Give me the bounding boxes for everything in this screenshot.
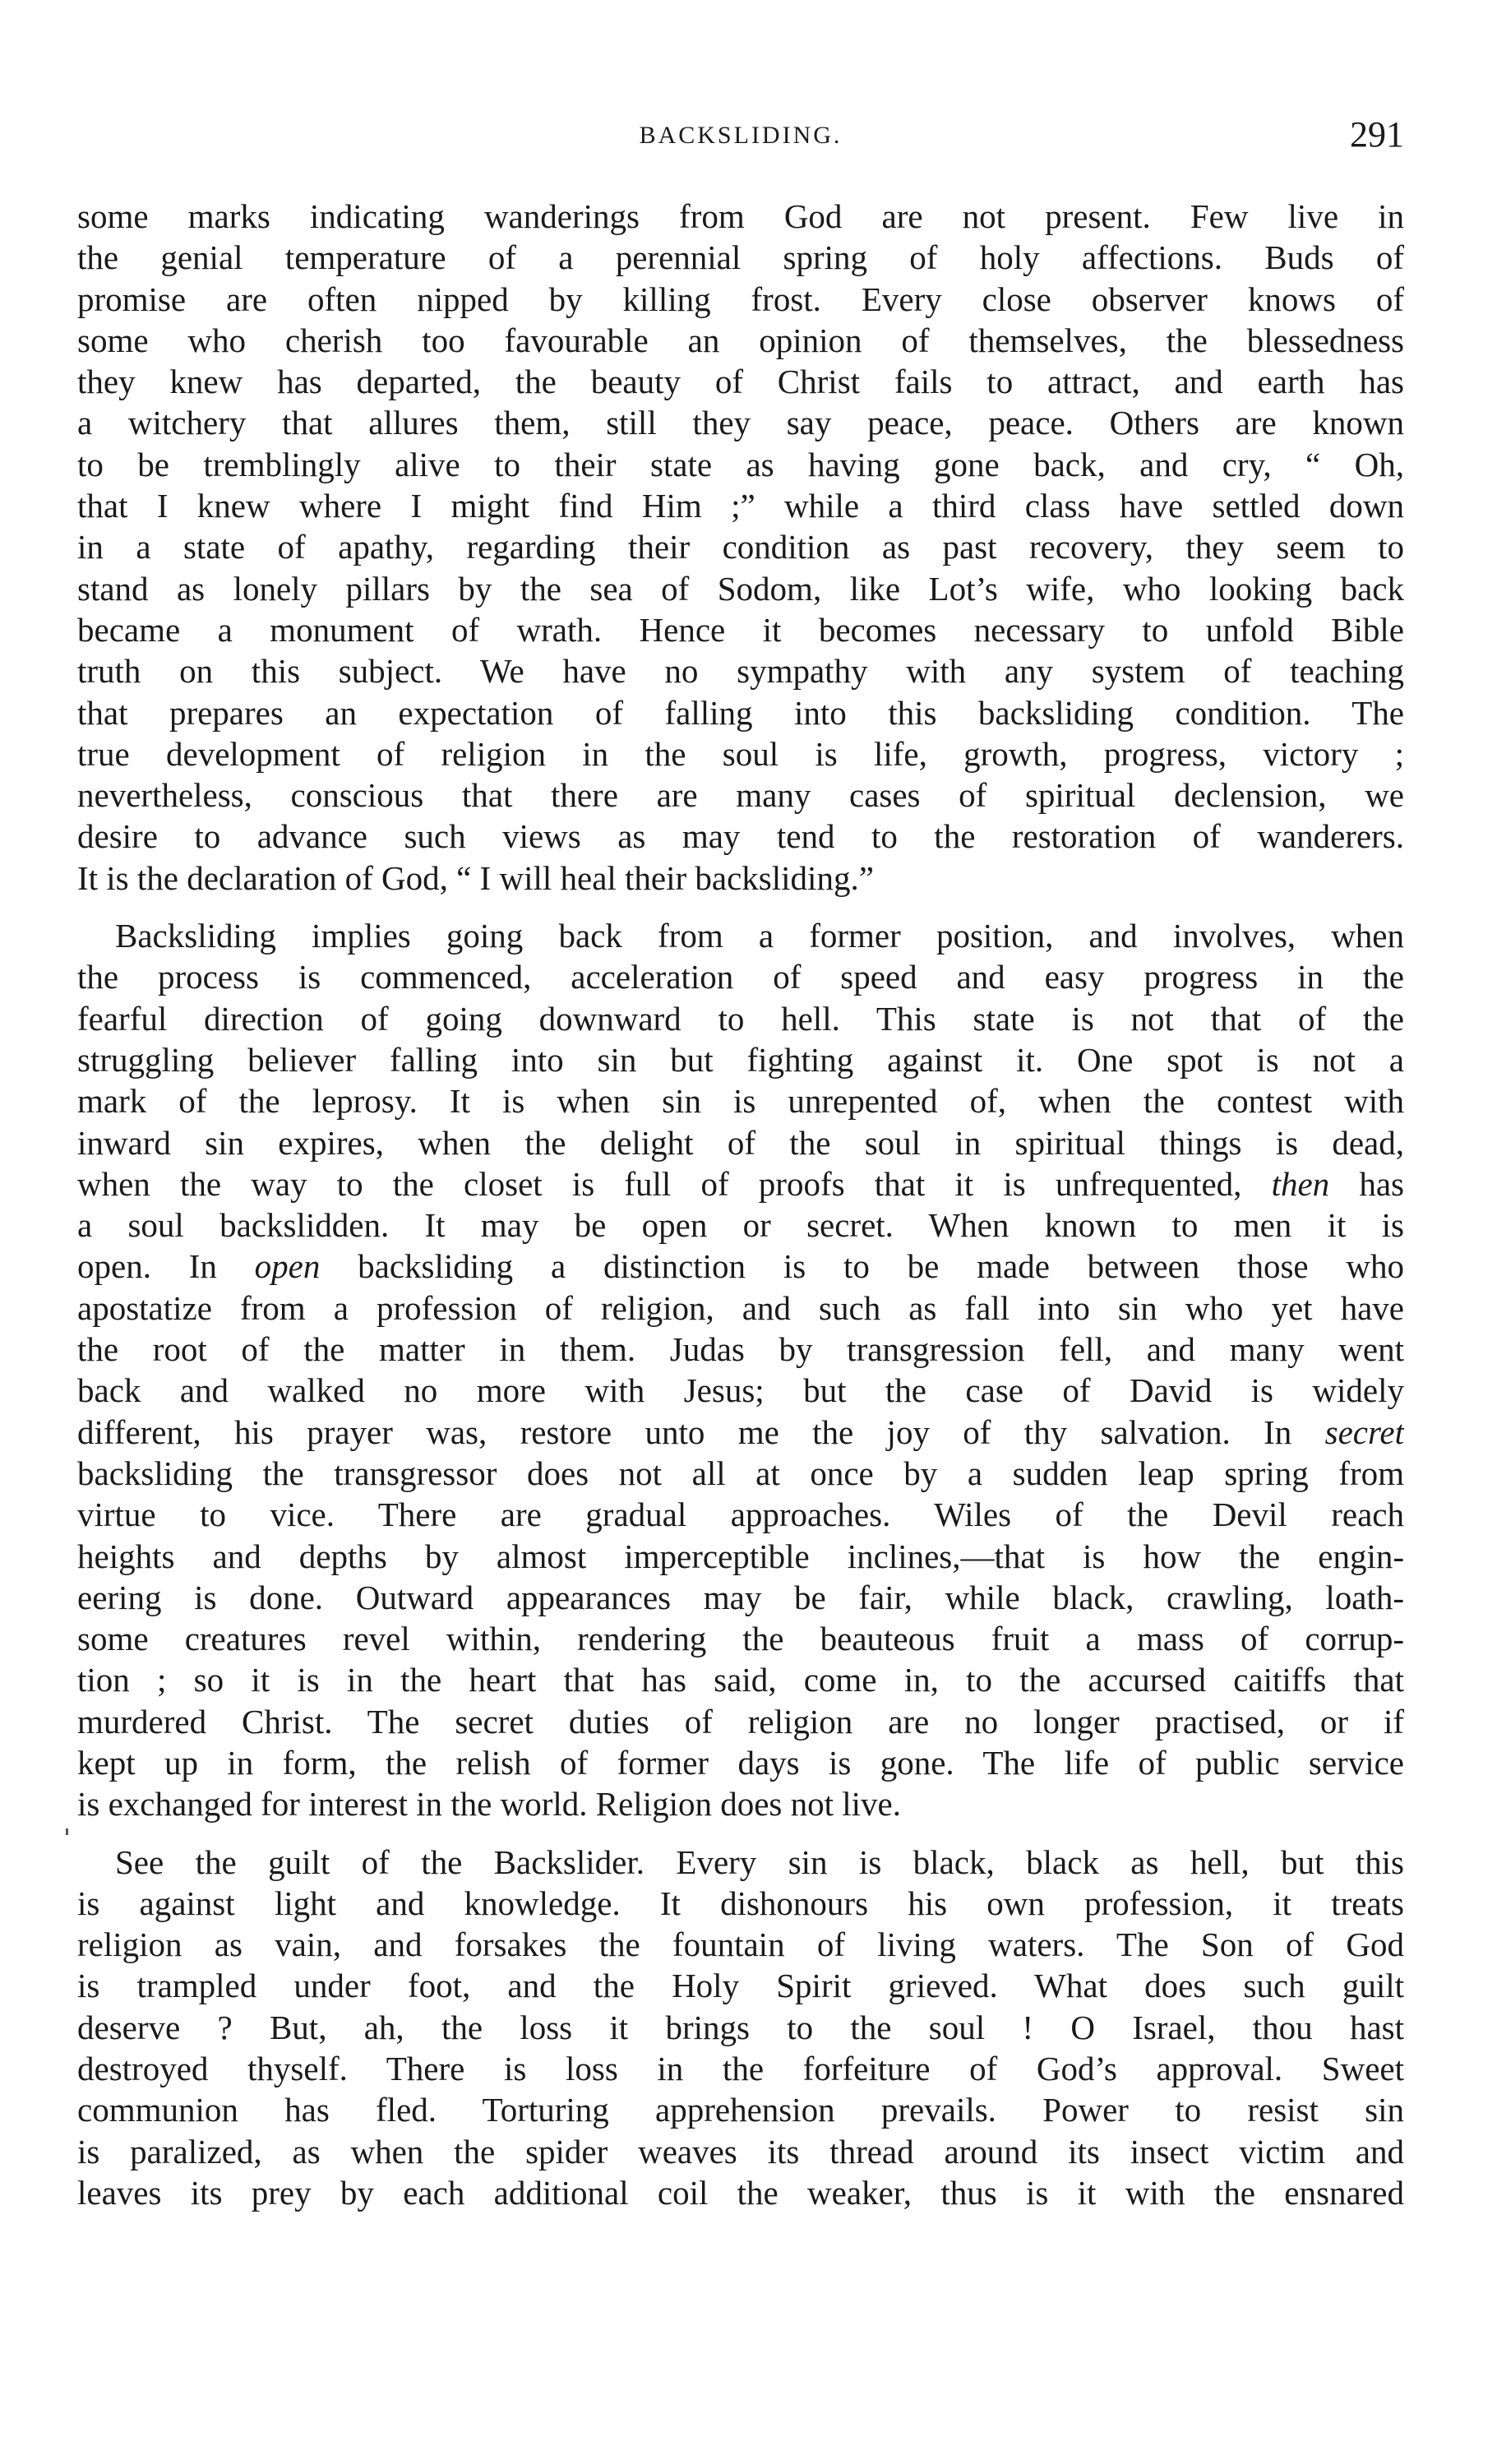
text-line: back and walked no more with Jesus; but the case of David is widely [77,1371,1404,1410]
text-line: that prepares an expectation of falling into this backsliding condition. The [77,693,1404,732]
body-text [77,196,1404,2230]
italic-emphasis: open [254,1247,321,1286]
text-line: that I knew where I might find Him ;” while a third class have settled down [77,487,1404,525]
text-line: they knew has departed, the beauty of Christ fails to attract, and earth has [77,363,1404,401]
text-line: leaves its prey by each additional coil the weaker, thus is it with the ensnared [77,2173,1404,2212]
text-line: fearful direction of going downward to hell. This state is not that of the [77,999,1404,1038]
text-line: became a monument of wrath. Hence it becomes necessary to unfold Bible [77,610,1404,649]
text-line: apostatize from a profession of religion, and such as fall into sin who yet have [77,1288,1404,1327]
text-line: a witchery that allures them, still they say peace, peace. Others are known [77,404,1404,442]
italic-emphasis: secret [1324,1412,1404,1451]
text-line: virtue to vice. There are gradual approaches. Wiles of the Devil reach [77,1496,1404,1534]
running-title: BACKSLIDING. [639,122,843,149]
text-line: desire to advance such views as may tend to the restoration of wanderers. [77,817,1404,856]
text-line: eering is done. Outward appearances may be fair, while black, crawling, loath- [77,1578,1404,1616]
text-line: nevertheless, conscious that there are many cases of spiritual declension, we [77,776,1404,815]
text-line: some creatures revel within, rendering the beauteous fruit a mass of corrup- [77,1620,1404,1658]
text-line: open. In open backsliding a distinction is to be made between those who [77,1247,1404,1286]
text-line: backsliding the transgressor does not all at once by a sudden leap spring from [77,1454,1404,1492]
text-line: is paralized, as when the spider weaves its thread around its insect victim and [77,2132,1404,2170]
text-line: It is the declaration of God, “ I will heal their backsliding.” [77,858,874,897]
text-line: some marks indicating wanderings from God are not present. Few live in [77,197,1404,235]
paragraph-1 [77,196,1404,899]
page-number: 291 [1350,114,1404,155]
text-line: is against light and knowledge. It dishonours his own profession, it treats [77,1884,1404,1922]
text-line: struggling believer falling into sin but fighting against it. One spot is not a [77,1040,1404,1079]
text-line: the process is commenced, acceleration of speed and easy progress in the [77,958,1404,996]
stray-ink-mark [66,1828,68,1835]
text-line: is exchanged for interest in the world. Religion does not live. [77,1785,901,1824]
paragraph-2 [77,915,1404,1825]
text-line: true development of religion in the soul is life, growth, progress, victory ; [77,734,1404,773]
text-line: heights and depths by almost imperceptible inclines,—that is how the engin- [77,1537,1404,1575]
text-line: mark of the leprosy. It is when sin is unrepented of, when the contest with [77,1082,1404,1121]
text-line: murdered Christ. The secret duties of religion are no longer practised, or if [77,1702,1404,1741]
text-line: religion as vain, and forsakes the fountain of living waters. The Son of God [77,1925,1404,1964]
text-line: a soul backslidden. It may be open or secret. When known to men it is [77,1206,1404,1245]
italic-emphasis: then [1271,1164,1330,1203]
text-line: when the way to the closet is full of proofs that it is unfrequented, then has [77,1164,1404,1203]
text-line: deserve ? But, ah, the loss it brings to the soul ! O Israel, thou hast [77,2008,1404,2046]
text-line: to be tremblingly alive to their state as having gone back, and cry, “ Oh, [77,445,1404,483]
text-line: truth on this subject. We have no sympathy with any system of teaching [77,652,1404,691]
text-line: kept up in form, the relish of former days is gone. The life of public service [77,1743,1404,1782]
text-line: Backsliding implies going back from a former position, and involves, when [115,917,1404,955]
paragraph-3 [77,1842,1404,2214]
text-line: See the guilt of the Backslider. Every sin is black, black as hell, but this [115,1842,1404,1881]
text-line: different, his prayer was, restore unto me the joy of thy salvation. In secret [77,1412,1404,1451]
running-head [77,113,1404,155]
text-line: in a state of apathy, regarding their condition as past recovery, they seem to [77,528,1404,566]
text-line: promise are often nipped by killing frost. Every close observer knows of [77,280,1404,318]
text-line: communion has fled. Torturing apprehension prevails. Power to resist sin [77,2091,1404,2129]
text-line: inward sin expires, when the delight of the soul in spiritual things is dead, [77,1123,1404,1162]
text-line: destroyed thyself. There is loss in the forfeiture of God’s approval. Sweet [77,2050,1404,2088]
text-line: stand as lonely pillars by the sea of Sodom, like Lot’s wife, who looking back [77,569,1404,608]
text-line: the genial temperature of a perennial spring of holy affections. Buds of [77,238,1404,277]
text-line: is trampled under foot, and the Holy Spirit grieved. What does such guilt [77,1967,1404,2005]
text-line: the root of the matter in them. Judas by transgression fell, and many went [77,1330,1404,1369]
text-line: some who cherish too favourable an opinion of themselves, the blessedness [77,321,1404,359]
text-line: tion ; so it is in the heart that has said, come in, to the accursed caitiffs that [77,1661,1404,1699]
